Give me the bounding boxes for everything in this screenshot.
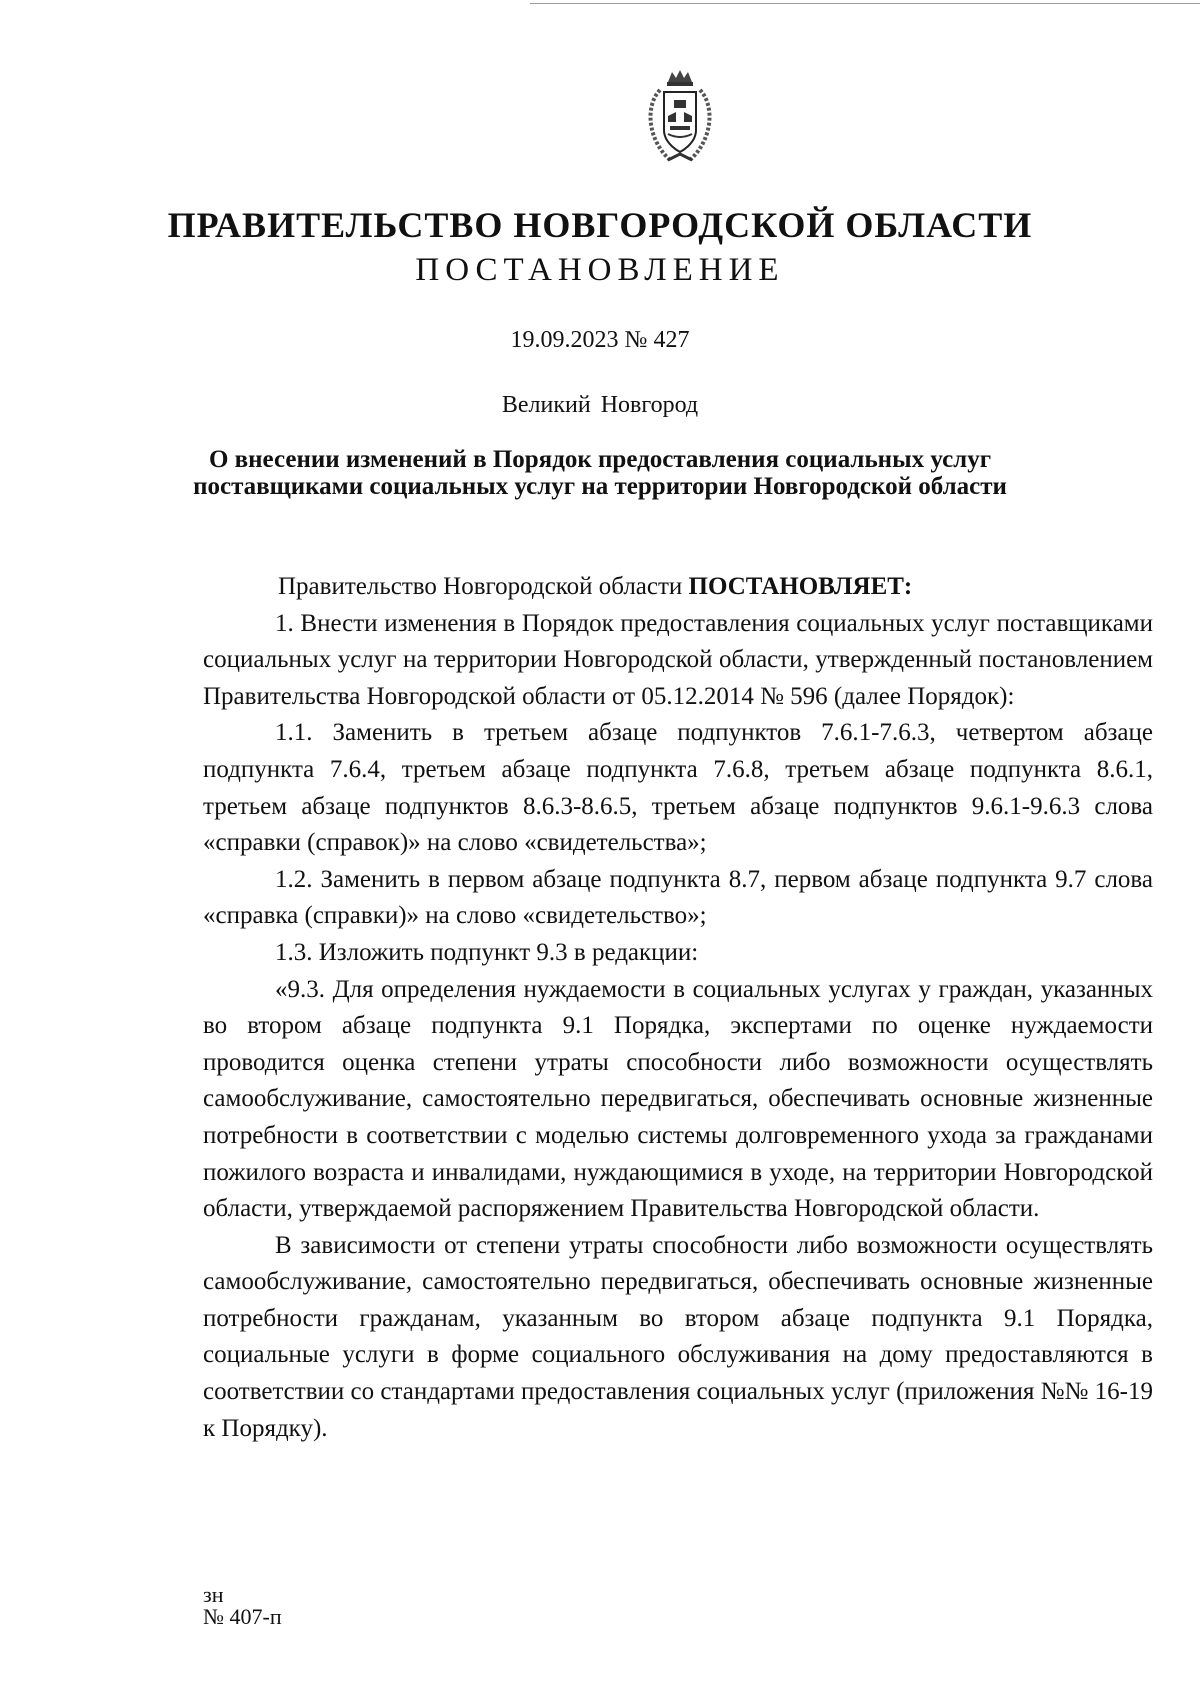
intro-text: Правительство Новгородской области bbox=[278, 573, 689, 600]
document-subject bbox=[0, 446, 1200, 500]
footer-number: № 407-п bbox=[203, 1604, 282, 1629]
footer-initials: зн bbox=[203, 1582, 224, 1607]
subject-line-2: поставщиками социальных услуг на территории Новгородской области bbox=[193, 473, 1007, 500]
document-type: ПОСТАНОВЛЕНИЕ bbox=[415, 252, 785, 288]
intro-paragraph bbox=[203, 569, 1153, 606]
novgorod-coat-of-arms-icon bbox=[640, 68, 720, 168]
paragraph-1-3: 1.3. Изложить подпункт 9.3 в редакции: bbox=[275, 938, 699, 966]
paragraph-9-3: «9.3. Для определения нуждаемости в социальных услугах у граждан, указанных во втором абзаце подпункта 9.1 Порядка, экспертами по оценке нуждаемости проводится оценка степени утраты способности либо возможности осуществлять самообслуживание, самостоятельно передвигаться, обеспечивать основные жизненные потребности в соответствии с моделью системы долговременного ухода за гражданами пожилого возраста и инвалидами, нуждающимися в уходе, на территории Новгородской области, утверждаемой распоряжением Правительства Новгородской области. bbox=[203, 975, 1153, 1223]
top-border-line bbox=[530, 3, 1200, 4]
organization-title: ПРАВИТЕЛЬСТВО НОВГОРОДСКОЙ ОБЛАСТИ bbox=[167, 205, 1033, 245]
paragraph-1-1: 1.1. Заменить в третьем абзаце подпунктов 7.6.1-7.6.3, четвертом абзаце подпункта 7.6.4, третьем абзаце подпункта 7.6.8, третьем абзаце подпункта 8.6.1, третьем абзаце подпунктов 8.6.3-8.6.5, третьем абзаце подпунктов 9.6.1-9.6.3 слова «справки (справок)» на слово «свидетельства»; bbox=[203, 719, 1153, 857]
document-footer bbox=[203, 1584, 282, 1628]
document-body bbox=[203, 569, 1153, 1447]
paragraph-1-2: 1.2. Заменить в первом абзаце подпункта 8.7, первом абзаце подпункта 9.7 слова «справка (справки)» на слово «свидетельство»; bbox=[203, 865, 1153, 930]
paragraph-dependence: В зависимости от степени утраты способности либо возможности осуществлять самообслуживание, самостоятельно передвигаться, обеспечивать основные жизненные потребности гражданам, указанным во втором абзаце подпункта 9.1 Порядка, социальные услуги в форме социального обслуживания на дому предоставляются в соответствии со стандартами предоставления социальных услуг (приложения №№ 16-19 к Порядку). bbox=[203, 1231, 1153, 1442]
document-city: Великий Новгород bbox=[501, 392, 699, 418]
subject-line-1: О внесении изменений в Порядок предоставления социальных услуг bbox=[208, 446, 992, 473]
intro-bold: ПОСТАНОВЛЯЕТ: bbox=[688, 573, 913, 600]
document-date-number: 19.09.2023 № 427 bbox=[510, 327, 690, 353]
paragraph-1: 1. Внести изменения в Порядок предоставления социальных услуг поставщиками социальных услуг на территории Новгородской области, утвержденный постановлением Правительства Новгородской области от 05.12.2014 № 596 (далее Порядок): bbox=[203, 609, 1153, 710]
coat-of-arms-emblem bbox=[640, 68, 720, 168]
